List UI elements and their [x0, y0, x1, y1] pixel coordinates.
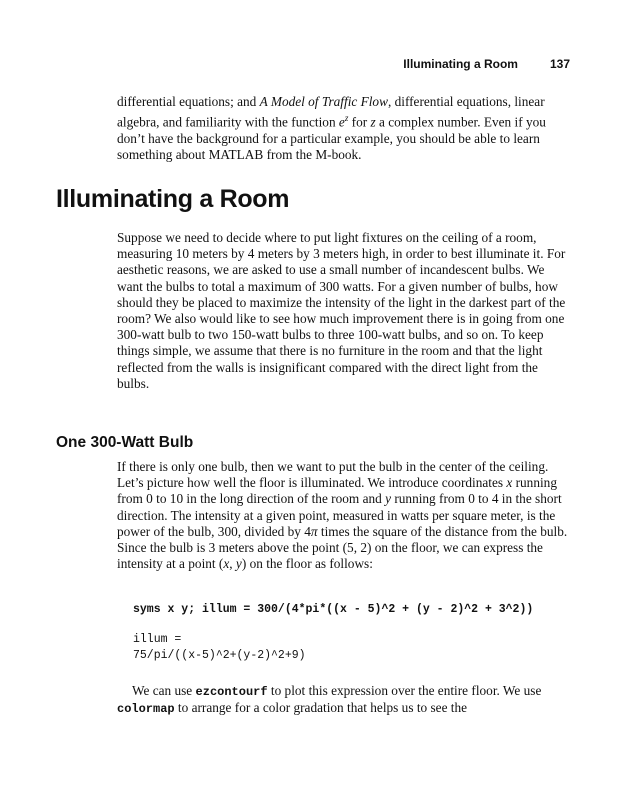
code-output-label: illum = [133, 633, 182, 646]
section-title: Illuminating a Room [56, 185, 290, 213]
subsection-paragraph-2: We can use ezcontourf to plot this expression over the entire floor. We use colormap to arrange for a color gradation that helps us to see the [117, 683, 542, 717]
running-header [403, 57, 570, 71]
subsection-title: One 300-Watt Bulb [56, 434, 194, 451]
page-number: 137 [549, 57, 570, 71]
code-output-value: 75/pi/((x-5)^2+(y-2)^2+9) [133, 649, 306, 662]
intro-paragraph: differential equations; and A Model of Traffic Flow, differential equations, linear algebra, and familiarity with the function $e^z$ for z a complex number. Even if you don’t have the background for a particular example, you should be able to learn something about MATLAB from the M-book. [117, 94, 546, 163]
section-paragraph: Suppose we need to decide where to put light fixtures on the ceiling of a room, measuring 10 meters by 4 meters by 3 meters high, in order to best illuminate it. For aesthetic reasons, we are asked to use a small number of incandescent bulbs. We want the bulbs to total a maximum of 300 watts. For a given number of bulbs, how should they be placed to maximize the intensity of the light in the darkest part of the room? We also would like to see how much improvement there is in going from one 300-watt bulb to two 150-watt bulbs to three 100-watt bulbs, and so on. To keep things simple, we assume that there is no furniture in the room and that the light reflected from the walls is insignificant compared with the direct light from the bulbs. [117, 230, 566, 391]
subsection-paragraph-1: If there is only one bulb, then we want to put the bulb in the center of the ceiling. Let’s picture how well the floor is illuminated. We introduce coordinates x running from 0 to 10 in the long direction of the room and y running from 0 to 4 in the short direction. The intensity at a given point, measured in watts per square meter, is the power of the bulb, 300, divided by 4π times the square of the distance from the bulb. Since the bulb is 3 meters above the point (5, 2) on the floor, we can express the intensity at a point (x, y) on the floor as follows: [117, 459, 568, 572]
running-header-title: Illuminating a Room [403, 57, 518, 71]
code-input: syms x y; illum = 300/(4*pi*((x - 5)^2 + (y - 2)^2 + 3^2)) [133, 603, 534, 616]
